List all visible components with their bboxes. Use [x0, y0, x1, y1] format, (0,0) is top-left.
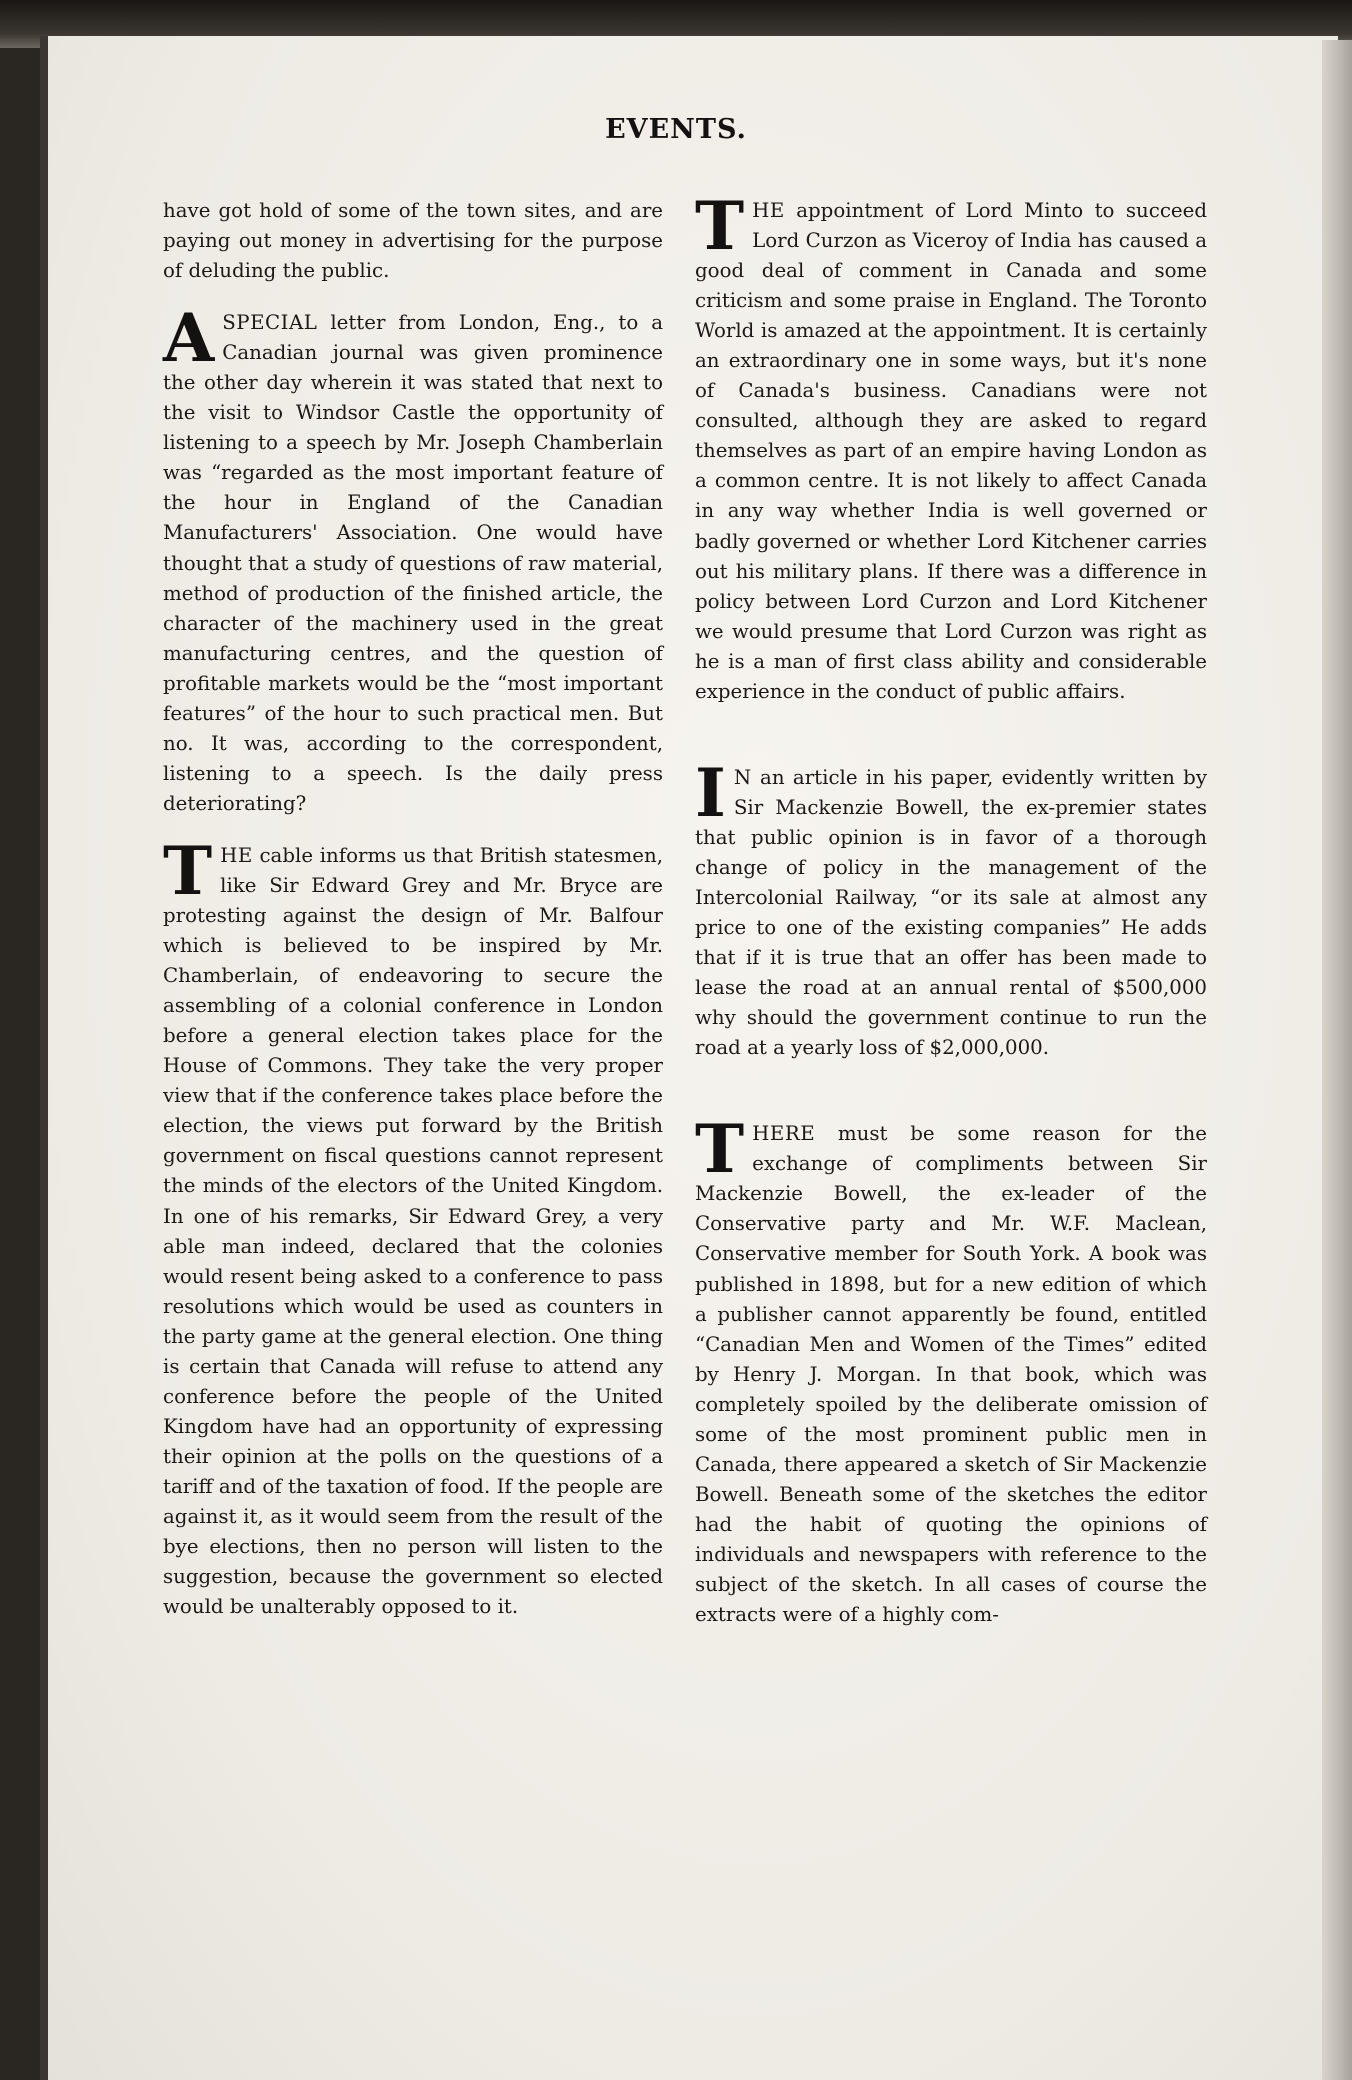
drop-cap: A: [163, 299, 215, 378]
page-stack-edge: [1322, 40, 1352, 2080]
drop-cap: I: [695, 753, 726, 832]
lead-word: HE: [220, 843, 253, 867]
article-continuation: [163, 196, 663, 286]
page-header: EVENTS.: [605, 114, 747, 145]
article-mackenzie-bowell: [695, 1110, 1207, 1630]
paragraph-text: have got hold of some of the town sites, and are paying out money in advertising for the purpose of deluding the public.: [163, 199, 663, 283]
paragraph-text: an article in his paper, evidently written by Sir Mackenzie Bowell, the ex-premier states that public opinion is in favor of a thorough change of policy in the management of the Intercolonial Railway, “or its sale at almost any price to one of the existing companies” He adds that if it is true that an offer has been made to lease the road at an annual rental of $500,000 why should the government continue to run the road at a yearly loss of $2,000,000.: [695, 765, 1207, 1060]
paragraph-text: appointment of Lord Minto to succeed Lord Curzon as Viceroy of India has caused a good deal of comment in Canada and some criticism and some praise in England. The Toronto World is amazed at the appointment. It is certainly an extraordinary one in some ways, but it's none of Canada's business. Canadians were not consulted, although they are asked to regard themselves as part of an empire having London as a common centre. It is not likely to affect Canada in any way whether India is well governed or badly governed or whether Lord Kitchener carries out his military plans. If there was a difference in policy between Lord Curzon and Lord Kitchener we would presume that Lord Curzon was right as he is a man of first class ability and considerable experience in the conduct of public affairs.: [695, 199, 1207, 703]
paragraph-text: must be some reason for the exchange of compliments between Sir Mackenzie Bowell, the ex-leader of the Conservative party and Mr. W.F. Maclean, Conservative member for South York. A book was published in 1898, but for a new edition of which a publisher cannot apparently be found, entitled “Canadian Men and Women of the Times” edited by Henry J. Morgan. In that book, which was completely spoiled by the deliberate omission of some of the most prominent public men in Canada, there appeared a sketch of Sir Mackenzie Bowell. Beneath some of the sketches the editor had the habit of quoting the opinions of individuals and newspapers with reference to the subject of the sketch. In all cases of course the extracts were of a highly com-: [695, 1122, 1207, 1627]
paragraph-text: letter from London, Eng., to a Canadian journal was given prominence the other day wherein it was stated that next to the visit to Windsor Castle the opportunity of listening to a speech by Mr. Joseph Chamberlain was “regarded as the most important feature of the hour in England of the Canadian Manufacturers' Association. One would have thought that a study of questions of raw material, method of production of the finished article, the character of the machinery used in the great manufacturing centres, and the question of profitable markets would be the “most important features” of the hour to such practical men. But no. It was, according to the correspondent, listening to a speech. Is the daily press deteriorating?: [163, 311, 663, 815]
drop-cap: T: [163, 831, 213, 910]
article-colonial-conference: [163, 831, 663, 1622]
paragraph-text: cable informs us that British statesmen, like Sir Edward Grey and Mr. Bryce are protesting against the design of Mr. Balfour which is believed to be inspired by Mr. Chamberlain, of endeavoring to secure the assembling of a colonial conference in London before a general election takes place for the House of Commons. They take the very proper view that if the conference takes place before the election, the views put forward by the British government on fiscal questions cannot represent the minds of the electors of the United Kingdom. In one of his remarks, Sir Edward Grey, a very able man indeed, declared that the colonies would resent being asked to a conference to pass resolutions which would be used as counters in the party game at the general election. One thing is certain that Canada will refuse to attend any conference before the people of the United Kingdom have had an opportunity of expressing their opinion at the polls on the questions of a tariff and of the taxation of food. If the people are against it, as it would seem from the result of the bye elections, then no person will listen to the suggestion, because the government so elected would be unalterably opposed to it.: [163, 843, 663, 1619]
left-column: [163, 196, 663, 1622]
lead-word: HE: [752, 199, 785, 222]
lead-word: N: [733, 765, 752, 789]
lead-word: SPECIAL: [222, 311, 318, 335]
article-lord-minto: [695, 187, 1207, 707]
drop-cap: T: [695, 1110, 745, 1189]
article-special-letter: [163, 299, 663, 819]
drop-cap: T: [695, 187, 745, 265]
lead-word: HERE: [752, 1122, 816, 1146]
right-column: [695, 187, 1207, 1630]
article-intercolonial-railway: [695, 753, 1207, 1063]
